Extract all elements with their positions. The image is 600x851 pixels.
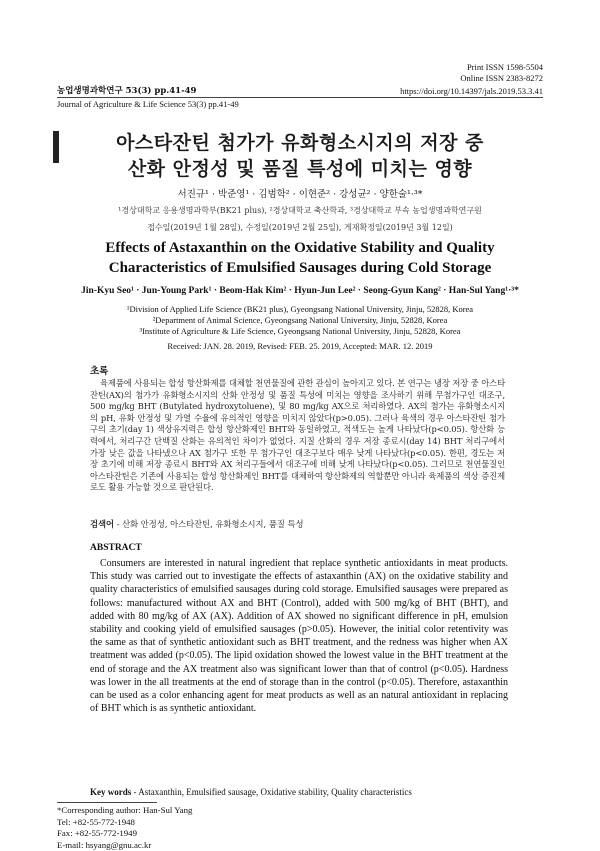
footnote	[57, 805, 192, 851]
journal-en: Journal of Agriculture & Life Science 53(3) pp.41-49	[57, 99, 239, 110]
issn-block	[460, 62, 543, 84]
dates-en: Received: JAN. 28. 2019, Revised: FEB. 25. 2019, Accepted: MAR. 12. 2019	[60, 341, 540, 352]
title-en-line1: Effects of Astaxanthin on the Oxidative Stability and Quality	[60, 240, 540, 257]
affiliation-3: ³Institute of Agriculture & Life Science, Gyeongsang National University, Jinju, 52828, Korea	[60, 326, 540, 337]
title-accent-bar	[53, 131, 59, 163]
affiliation-1: ¹Division of Applied Life Science (BK21 plus), Gyeongsang National University, Jinju, 52828, Korea	[60, 304, 540, 315]
keywords-ko-label: 검색어	[90, 519, 114, 529]
dates-ko: 접수일(2019년 1월 28일), 수정일(2019년 2월 25일), 게재확정일(2019년 3월 12일)	[60, 222, 540, 233]
print-issn: Print ISSN 1598-5504	[460, 62, 543, 73]
keywords-en-list: - Astaxanthin, Emulsified sausage, Oxidative stability, Quality characteristics	[134, 787, 412, 797]
tel: Tel: +82-55-772-1948	[57, 817, 192, 829]
authors-en: Jin-Kyu Seo¹ · Jun-Young Park¹ · Beom-Hak Kim² · Hyun-Jun Lee² · Seong-Gyun Kang² · Han-Sul Yang¹·³*	[40, 286, 560, 296]
affiliations-en	[60, 304, 540, 337]
authors-ko: 서진규¹ · 박준영¹ · 김범학² · 이현준² · 강성균² · 양한술¹·³*	[60, 186, 540, 200]
abstract-ko-heading: 초록	[90, 363, 108, 377]
abstract-ko-text: 육제품에 사용되는 합성 항산화제를 대체할 천연물질에 관한 관심이 높아지고 있다. 본 연구는 냉장 저장 중 아스타잔틴(AX)의 첨가가 유화형소시지의 산화 안정성 및 품질 특성에 미치는 영향을 조사하기 위해 무첨가구인 대조구, 500 mg/kg BHT (Butylated hydroxytoluene), 및 80 mg/kg AX으로 처리하였다. AX의 첨가는 유화형소시지의 pH, 유화 안정성 및 가열 수율에 유의적인 영향을 미치지 않았다(p>0.05). 그러나 육색의 경우 아스타잔틴 첨가구의 초기(day 1) 색상유지력은 합성 항산화제인 BHT와 동일하였고, 적색도는 높게 나타났다(p<0.05). 항산화 능력에서, 처리구간 단백질 산화는 유의적인 차이가 없었다. 지질 산화의 경우 저장 종료시(day 14) BHT 처리구에서 가장 낮은 값을 나타냈으나 AX 첨가구 또한 무 첨가구인 대조구보다 매우 낮게 나타났다(p<0.05). 한편, 경도는 저장 초기에 비해 저장 종료시 BHT와 AX 처리구들에서 대조구에 비해 낮게 나타났다(p<0.05). 그러므로 천연물질인 아스타잔틴은 기존에 사용되는 합성 항산화제인 BHT를 대체하여 항산화제의 역할뿐만 아니라 육제품의 색상 증진제로도 활용 가능할 것으로 판단된다.	[90, 378, 505, 494]
email-link[interactable]: E-mail: hsyang@gnu.ac.kr	[57, 840, 192, 851]
journal-ko: 농업생명과학연구 53(3) pp.41-49	[57, 86, 196, 97]
title-ko-line1: 아스타잔틴 첨가가 유화형소시지의 저장 중	[60, 128, 540, 155]
abstract-en-heading: ABSTRACT	[90, 543, 142, 553]
doi-link[interactable]: https://doi.org/10.14397/jals.2019.53.3.41	[400, 86, 543, 97]
keywords-en	[90, 787, 510, 797]
fax: Fax: +82-55-772-1949	[57, 828, 192, 840]
corresponding-author: *Corresponding author: Han-Sul Yang	[57, 805, 192, 817]
title-en-line2: Characteristics of Emulsified Sausages during Cold Storage	[60, 260, 540, 277]
online-issn: Online ISSN 2383-8272	[460, 73, 543, 84]
keywords-ko-list: - 산화 안정성, 아스타잔틴, 유화형소시지, 품질 특성	[117, 519, 304, 529]
abstract-en-text: Consumers are interested in natural ingredient that replace synthetic antioxidants in meat products. This study was carried out to investigate the effects of astaxanthin (AX) on the oxidative stability and quality characteristics of emulsified sausages during cold storage. Emulsified sausages were prepared as follows: manufactured without AX and BHT (Control), added with 500 mg/kg of BHT (BHT), and added with 80 mg/kg of AX (AX). Addition of AX showed no significant difference in pH, emulsion stability and cooking yield of emulsified sausages (p>0.05). However, the initial color retentivity was the same as that of synthetic antioxidant such as BHT treatment, and the redness was higher when AX treatment was added (p<0.05). The lipid oxidation showed the lowest value in the BHT treatment at the end of storage and the AX treatment also was significant lower than that of control (p<0.05). Hardness was lower in the all treatments at the end of storage than in the control (p<0.05). Therefore, astaxanthin can be used as a color enhancing agent for meat products as well as an natural antioxidant in replacing of BHT which is as synthetic antioxidant.	[90, 557, 508, 715]
keywords-en-label: Key words	[90, 787, 131, 797]
keywords-ko	[90, 518, 304, 530]
header-rule	[57, 97, 543, 98]
affiliation-ko: ¹경상대학교 응용생명과학부(BK21 plus), ²경상대학교 축산학과, ³경상대학교 부속 농업생명과학연구원	[60, 205, 540, 216]
footnote-rule	[57, 802, 157, 803]
affiliation-2: ²Department of Animal Science, Gyeongsang National University, Jinju, 52828, Korea	[60, 315, 540, 326]
title-ko-line2: 산화 안정성 및 품질 특성에 미치는 영향	[60, 154, 540, 181]
